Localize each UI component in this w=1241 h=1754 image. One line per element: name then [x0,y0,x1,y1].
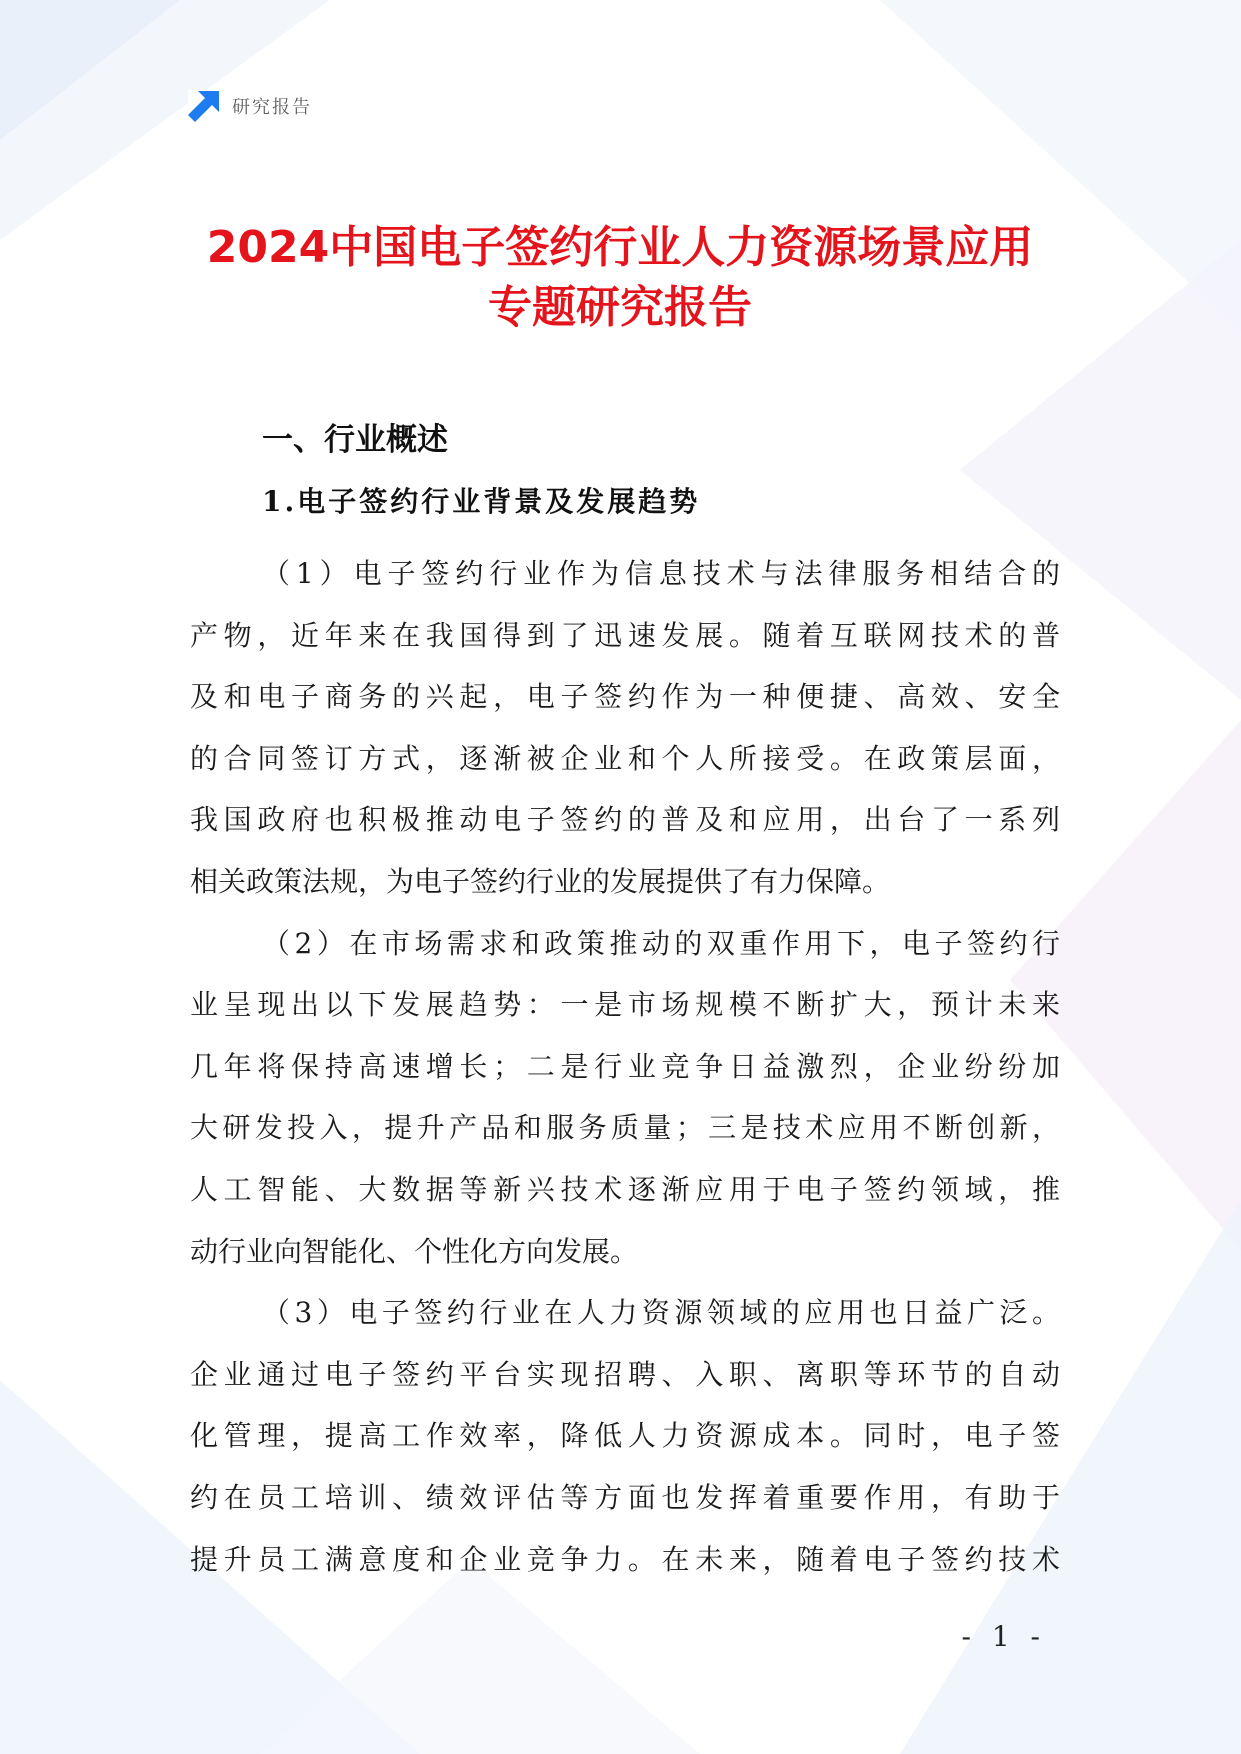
paragraph-1-line-3: 及和电子商务的兴起，电子签约作为一种便捷、高效、安全 [190,680,1060,714]
paragraph-3-line-3: 化管理，提高工作效率，降低人力资源成本。同时，电子签 [190,1419,1060,1453]
report-header [188,89,312,123]
paragraph-3-line-2: 企业通过电子签约平台实现招聘、入职、离职等环节的自动 [190,1357,1060,1391]
paragraph-1-line-4: 的合同签订方式，逐渐被企业和个人所接受。在政策层面， [190,741,1060,775]
report-title-line-2: 专题研究报告 [488,282,752,333]
report-title-line-1: 2024中国电子签约行业人力资源场景应用 [206,222,1034,273]
body-text [190,543,1060,1590]
paragraph-1-line-6: 相关政策法规，为电子签约行业的发展提供了有力保障。 [190,864,891,898]
paragraph-2-line-6: 动行业向智能化、个性化方向发展。 [190,1234,639,1268]
paragraph-1-line-2: 产物，近年来在我国得到了迅速发展。随着互联网技术的普 [190,618,1060,652]
paragraph-3-line-4: 约在员工培训、绩效评估等方面也发挥着重要作用，有助于 [190,1480,1060,1514]
paragraph-2-line-1: （2）在市场需求和政策推动的双重作用下，电子签约行 [262,926,1060,960]
report-title [120,218,1120,338]
paragraph-3-line-5: 提升员工满意度和企业竞争力。在未来，随着电子签约技术 [190,1542,1060,1576]
arrow-up-right-icon [188,90,220,122]
header-label: 研究报告 [232,97,312,118]
paragraph-2-line-2: 业呈现出以下发展趋势：一是市场规模不断扩大，预计未来 [190,988,1060,1022]
paragraph-2-line-4: 大研发投入，提升产品和服务质量；三是技术应用不断创新， [190,1111,1060,1145]
paragraph-1-line-5: 我国政府也积极推动电子签约的普及和应用，出台了一系列 [190,803,1060,837]
paragraph-2-line-5: 人工智能、大数据等新兴技术逐渐应用于电子签约领域，推 [190,1172,1060,1206]
paragraph-3-line-1: （3）电子签约行业在人力资源领域的应用也日益广泛。 [262,1296,1060,1330]
subsection-heading: 1.电子签约行业背景及发展趋势 [262,485,701,518]
section-heading: 一、行业概述 [262,422,448,458]
page-number: - 1 - [961,1620,1046,1653]
paragraph-2-line-3: 几年将保持高速增长；二是行业竞争日益激烈，企业纷纷加 [190,1049,1060,1083]
paragraph-1-line-1: （1）电子签约行业作为信息技术与法律服务相结合的 [262,557,1060,590]
